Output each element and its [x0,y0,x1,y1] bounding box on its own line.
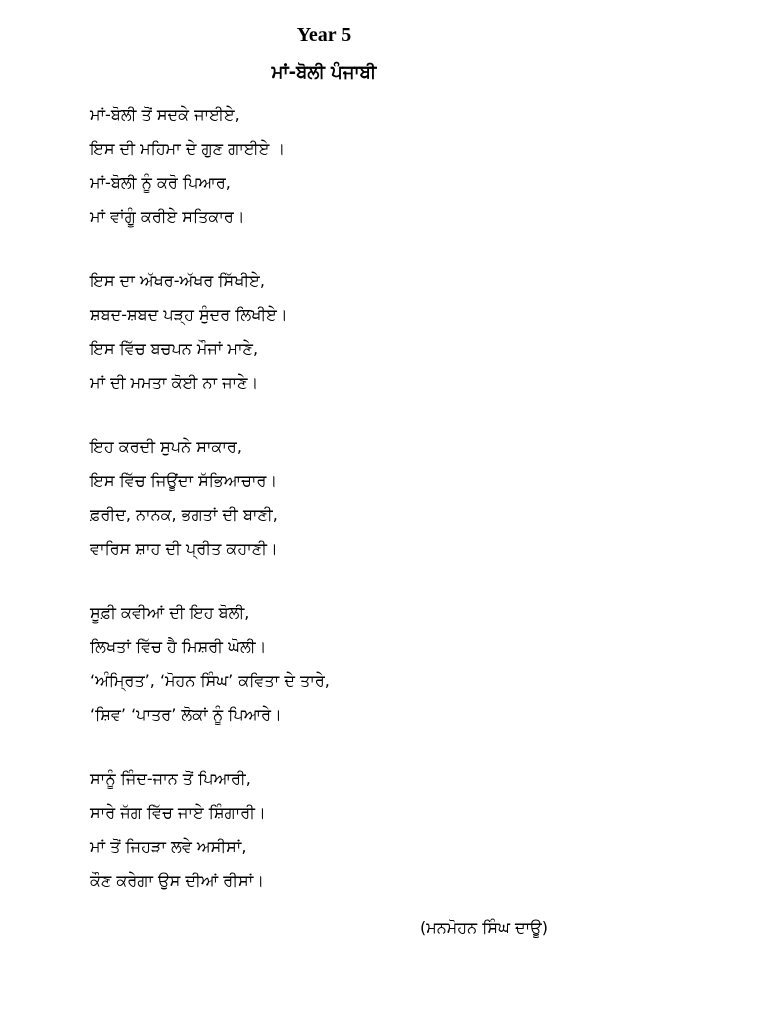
poem-line: ਮਾਂ-ਬੋਲੀ ਨੂੰ ਕਰੋ ਪਿਆਰ, [90,173,231,192]
poem-line: ਸਾਨੂੰ ਜਿੰਦ-ਜਾਨ ਤੋਂ ਪਿਆਰੀ, [90,769,251,788]
poem-line: ਮਾਂ ਦੀ ਮਮਤਾ ਕੋਈ ਨਾ ਜਾਣੇ। [90,373,259,392]
stanza-2 [90,264,650,400]
poem-line: ਸਾਰੇ ਜੱਗ ਵਿੱਚ ਜਾਏ ਸ਼ਿੰਗਾਰੀ। [90,803,266,822]
stanza-4 [90,596,650,732]
stanza-1 [90,98,650,234]
poem-line: ਕੌਣ ਕਰੇਗਾ ਉਸ ਦੀਆਂ ਰੀਸਾਂ। [90,871,265,890]
poem-line: ਵਾਰਿਸ ਸ਼ਾਹ ਦੀ ਪ੍ਰੀਤ ਕਹਾਣੀ। [90,539,278,558]
year-heading: Year 5 [296,24,352,46]
poem-line: ਫ਼ਰੀਦ, ਨਾਨਕ, ਭਗਤਾਂ ਦੀ ਬਾਣੀ, [90,505,278,524]
poem-title: ਮਾਂ-ਬੋਲੀ ਪੰਜਾਬੀ [271,62,377,83]
poem-line: ਮਾਂ ਵਾਂਗੂੰ ਕਰੀਏ ਸਤਿਕਾਰ। [90,207,245,226]
poem-line: ‘ਅੰਮ੍ਰਿਤ’, ‘ਮੋਹਨ ਸਿੰਘ’ ਕਵਿਤਾ ਦੇ ਤਾਰੇ, [90,671,330,690]
poem-line: ਮਾਂ-ਬੋਲੀ ਤੋਂ ਸਦਕੇ ਜਾਈਏ, [90,105,240,124]
stanza-3 [90,430,650,566]
poem-line: ਲਿਖਤਾਂ ਵਿੱਚ ਹੈ ਮਿਸ਼ਰੀ ਘੋਲੀ। [90,637,267,656]
poem-line: ਮਾਂ ਤੋਂ ਜਿਹੜਾ ਲਵੇ ਅਸੀਸਾਂ, [90,837,247,856]
poem-line: ਸ਼ਬਦ-ਸ਼ਬਦ ਪੜ੍ਹ ਸੁੰਦਰ ਲਿਖੀਏ। [90,305,288,324]
poem-author: (ਮਨਮੋਹਨ ਸਿੰਘ ਦਾਊ) [420,918,548,937]
poem-line: ਇਸ ਦੀ ਮਹਿਮਾ ਦੇ ਗੁਣ ਗਾਈਏ । [90,139,286,158]
poem-line: ਸੂਫ਼ੀ ਕਵੀਆਂ ਦੀ ਇਹ ਬੋਲੀ, [90,603,250,622]
poem-body [90,98,650,928]
poem-line: ‘ਸ਼ਿਵ’ ‘ਪਾਤਰ’ ਲੋਕਾਂ ਨੂੰ ਪਿਆਰੇ। [90,705,282,724]
poem-line: ਇਸ ਵਿੱਚ ਬਚਪਨ ਮੌਜਾਂ ਮਾਣੇ, [90,339,259,358]
poem-line: ਇਹ ਕਰਦੀ ਸੁਪਨੇ ਸਾਕਾਰ, [90,437,242,456]
poem-line: ਇਸ ਵਿੱਚ ਜਿਊਂਦਾ ਸੱਭਿਆਚਾਰ। [90,471,278,490]
stanza-5 [90,762,650,898]
poem-line: ਇਸ ਦਾ ਅੱਖਰ-ਅੱਖਰ ਸਿੱਖੀਏ, [90,271,265,290]
